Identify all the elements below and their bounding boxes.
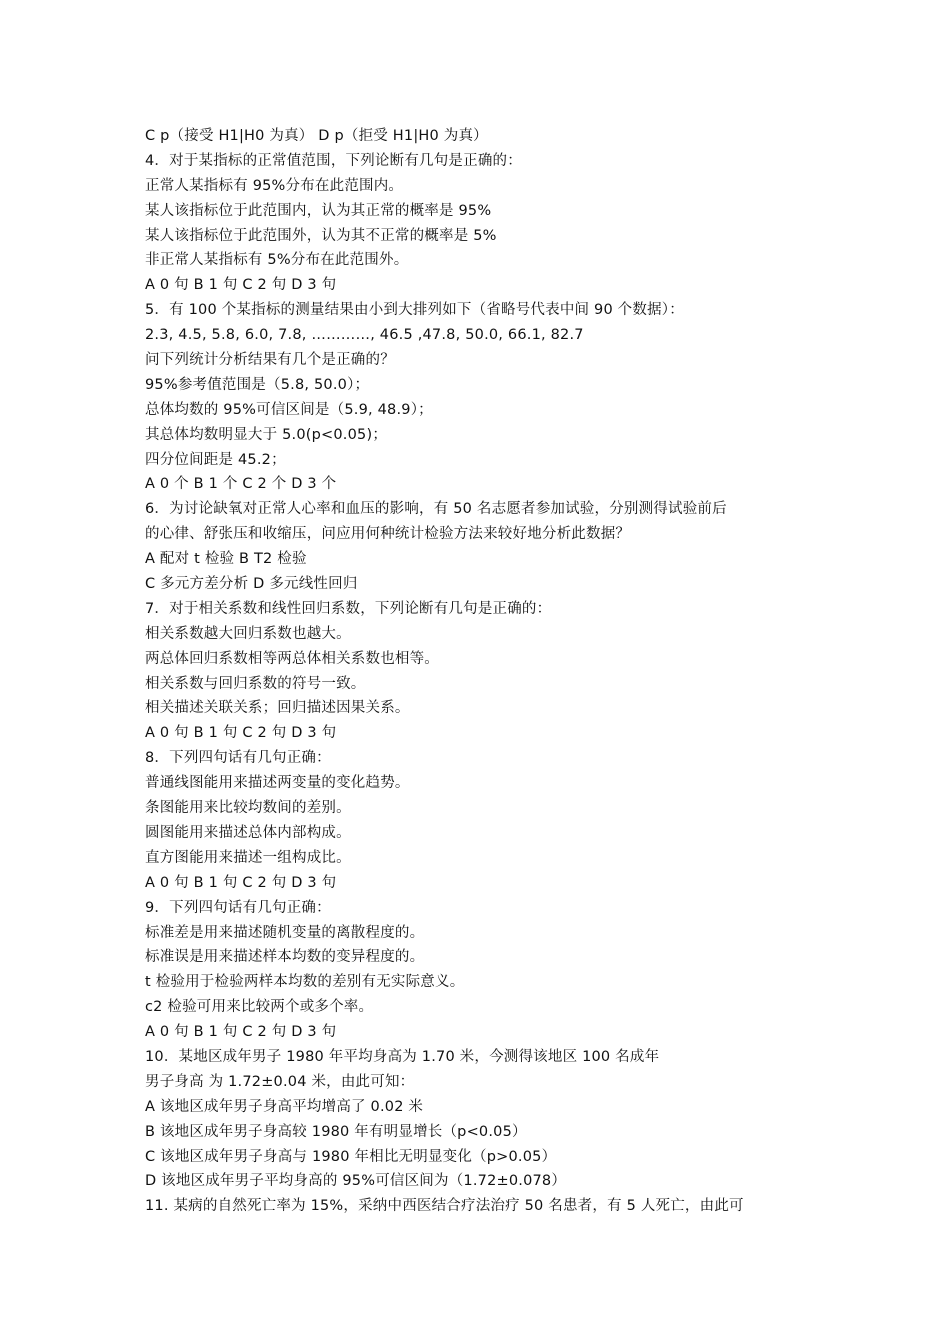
statement-line: c2 检验可用来比较两个或多个率。 bbox=[145, 999, 374, 1016]
question-11: 11. 某病的自然死亡率为 15%，采纳中西医结合疗法治疗 50 名患者，有 5 人死亡，由此可 bbox=[145, 1198, 744, 1215]
statement-line: 四分位间距是 45.2； bbox=[145, 451, 286, 468]
statement-line: 直方图能用来描述一组构成比。 bbox=[145, 849, 351, 866]
statement-line: 标准差是用来描述随机变量的离散程度的。 bbox=[145, 924, 425, 941]
option-line: A 0 个 B 1 个 C 2 个 D 3 个 bbox=[145, 476, 337, 493]
statement-line: 条图能用来比较均数间的差别。 bbox=[145, 800, 351, 817]
option-line: B 该地区成年男子身高较 1980 年有明显增长（p<0.05） bbox=[145, 1123, 527, 1140]
option-line: A 0 句 B 1 句 C 2 句 D 3 句 bbox=[145, 874, 337, 891]
option-line: A 0 句 B 1 句 C 2 句 D 3 句 bbox=[145, 1024, 337, 1041]
document-body bbox=[145, 124, 825, 1219]
question-5: 5．有 100 个某指标的测量结果由小到大排列如下（省略号代表中间 90 个数据）： bbox=[145, 302, 684, 319]
statement-line: 某人该指标位于此范围内，认为其正常的概率是 95% bbox=[145, 202, 492, 219]
question-10: 10．某地区成年男子 1980 年平均身高为 1.70 米，今测得该地区 100 名成年 bbox=[145, 1048, 660, 1065]
statement-line: 两总体回归系数相等两总体相关系数也相等。 bbox=[145, 650, 439, 667]
question-prompt: 问下列统计分析结果有几个是正确的？ bbox=[145, 352, 395, 369]
question-6: 6．为讨论缺氧对正常人心率和血压的影响，有 50 名志愿者参加试验，分别测得试验前后 bbox=[145, 501, 727, 518]
statement-line: 某人该指标位于此范围外，认为其不正常的概率是 5% bbox=[145, 227, 497, 244]
option-line: A 0 句 B 1 句 C 2 句 D 3 句 bbox=[145, 725, 337, 742]
question-8: 8．下列四句话有几句正确： bbox=[145, 750, 331, 767]
data-line: 2.3, 4.5, 5.8, 6.0, 7.8, …………, 46.5 ,47.8, 50.0, 66.1, 82.7 bbox=[145, 327, 584, 344]
statement-line: 相关系数与回归系数的符号一致。 bbox=[145, 675, 366, 692]
option-line: A 配对 t 检验 B T2 检验 bbox=[145, 551, 307, 568]
statement-line: 相关描述关联关系；回归描述因果关系。 bbox=[145, 700, 410, 717]
statement-line: 其总体均数明显大于 5.0(p<0.05)； bbox=[145, 426, 388, 443]
question-10-continued: 男子身高 为 1.72±0.04 米，由此可知： bbox=[145, 1073, 415, 1090]
question-9: 9．下列四句话有几句正确： bbox=[145, 899, 331, 916]
option-line: C p（接受 H1|H0 为真） D p（拒受 H1|H0 为真） bbox=[145, 128, 488, 144]
statement-line: 95%参考值范围是（5.8, 50.0）； bbox=[145, 376, 370, 393]
statement-line: 总体均数的 95%可信区间是（5.9, 48.9）； bbox=[145, 401, 433, 418]
statement-line: 圆图能用来描述总体内部构成。 bbox=[145, 824, 351, 841]
option-line: D 该地区成年男子平均身高的 95%可信区间为（1.72±0.078） bbox=[145, 1173, 567, 1190]
question-7: 7．对于相关系数和线性回归系数，下列论断有几句是正确的： bbox=[145, 600, 552, 617]
option-line: C 多元方差分析 D 多元线性回归 bbox=[145, 576, 358, 593]
question-6-continued: 的心律、舒张压和收缩压，问应用何种统计检验方法来较好地分析此数据？ bbox=[145, 526, 631, 543]
statement-line: 标准误是用来描述样本均数的变异程度的。 bbox=[145, 949, 425, 966]
statement-line: 相关系数越大回归系数也越大。 bbox=[145, 625, 351, 642]
statement-line: 正常人某指标有 95%分布在此范围内。 bbox=[145, 177, 404, 194]
option-line: C 该地区成年男子身高与 1980 年相比无明显变化（p>0.05） bbox=[145, 1148, 557, 1165]
question-4: 4．对于某指标的正常值范围，下列论断有几句是正确的： bbox=[145, 152, 522, 169]
option-line: A 0 句 B 1 句 C 2 句 D 3 句 bbox=[145, 277, 337, 294]
statement-line: 非正常人某指标有 5%分布在此范围外。 bbox=[145, 252, 409, 269]
option-line: A 该地区成年男子身高平均增高了 0.02 米 bbox=[145, 1098, 424, 1115]
statement-line: 普通线图能用来描述两变量的变化趋势。 bbox=[145, 775, 410, 792]
statement-line: t 检验用于检验两样本均数的差别有无实际意义。 bbox=[145, 974, 465, 991]
